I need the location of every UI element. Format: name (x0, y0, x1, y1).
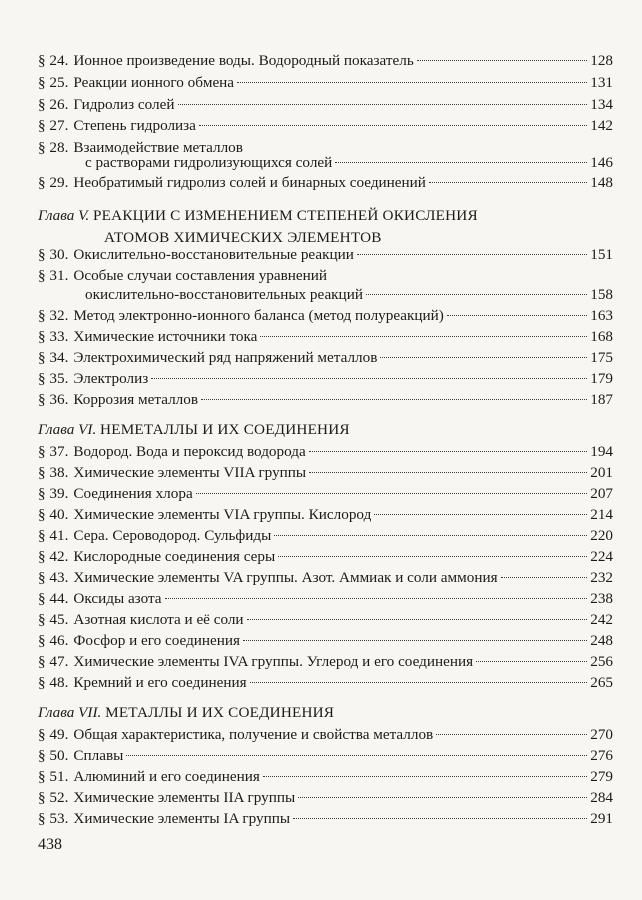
leader-dots (429, 182, 587, 183)
chapter-title: РЕАКЦИИ С ИЗМЕНЕНИЕМ СТЕПЕНЕЙ ОКИСЛЕНИЯ (93, 207, 478, 224)
section-title: Окислительно-восстановительные реакции (73, 246, 354, 263)
section-title: Необратимый гидролиз солей и бинарных соединений (73, 174, 426, 191)
section-title: Химические элементы VA группы. Азот. Аммиак и соли аммония (73, 569, 498, 586)
section-title: Химические элементы IA группы (73, 810, 291, 827)
section-number: § 50. (38, 747, 69, 764)
toc-entry (38, 745, 613, 766)
section-title: Алюминий и его соединения (73, 768, 260, 785)
chapter-label: Глава VI. (38, 421, 97, 438)
section-number: § 36. (38, 391, 69, 408)
section-number: § 51. (38, 768, 69, 785)
section-number: § 37. (38, 443, 69, 460)
page-number: 148 (590, 174, 613, 191)
toc-entry (38, 525, 613, 546)
toc-entry-line2 (85, 284, 613, 305)
leader-dots (263, 776, 587, 777)
section-number: § 34. (38, 349, 69, 366)
toc-entry (38, 504, 613, 525)
leader-dots (374, 514, 587, 515)
leader-dots (237, 82, 587, 83)
toc-entry (38, 326, 613, 347)
section-title: Оксиды азота (73, 590, 162, 607)
section-title: Химические источники тока (73, 328, 258, 345)
leader-dots (260, 336, 587, 337)
section-title: Химические элементы VIA группы. Кислород (73, 506, 372, 523)
toc-entry (38, 609, 613, 630)
leader-dots (278, 556, 587, 557)
section-title: Водород. Вода и пероксид водорода (73, 443, 306, 460)
section-title: Сплавы (73, 747, 124, 764)
section-title: Кремний и его соединения (73, 674, 247, 691)
leader-dots (298, 797, 587, 798)
section-title: Азотная кислота и её соли (73, 611, 244, 628)
leader-dots (417, 60, 587, 61)
leader-dots (151, 378, 587, 379)
toc-entry (38, 305, 613, 326)
page-number: 224 (590, 548, 613, 565)
page-number: 276 (590, 747, 613, 764)
section-title: Взаимодействие металлов (73, 139, 243, 156)
section-number: § 45. (38, 611, 69, 628)
section-number: § 32. (38, 307, 69, 324)
leader-dots (357, 254, 587, 255)
toc-entry (38, 766, 613, 787)
section-number: § 40. (38, 506, 69, 523)
section-number: § 28. (38, 139, 69, 156)
toc-entry (38, 94, 613, 115)
leader-dots (178, 104, 588, 105)
toc-entry (38, 651, 613, 672)
page-number: 238 (590, 590, 613, 607)
section-title: Степень гидролиза (73, 117, 196, 134)
page-number: 220 (590, 527, 613, 544)
section-number: § 25. (38, 74, 69, 91)
section-number: § 52. (38, 789, 69, 806)
page-number: 232 (590, 569, 613, 586)
section-title: Химические элементы IVA группы. Углерод и его соединения (73, 653, 474, 670)
leader-dots (447, 315, 587, 316)
leader-dots (335, 162, 587, 163)
section-title: Общая характеристика, получение и свойства металлов (73, 726, 434, 743)
section-title: Гидролиз солей (73, 96, 175, 113)
toc-entry (38, 462, 613, 483)
toc-entry (38, 787, 613, 808)
section-number: § 38. (38, 464, 69, 481)
leader-dots (126, 755, 587, 756)
section-number: § 48. (38, 674, 69, 691)
page-number: 279 (590, 768, 613, 785)
leader-dots (293, 818, 587, 819)
section-title: Метод электронно-ионного баланса (метод полуреакций) (73, 307, 444, 324)
toc-entry (38, 115, 613, 136)
section-number: § 26. (38, 96, 69, 113)
section-title: Химические элементы VIIA группы (73, 464, 307, 481)
section-number: § 33. (38, 328, 69, 345)
leader-dots (247, 619, 588, 620)
section-title: Соединения хлора (73, 485, 193, 502)
page-number: 134 (590, 96, 613, 113)
section-number: § 39. (38, 485, 69, 502)
page-number: 256 (590, 653, 613, 670)
page-number: 248 (590, 632, 613, 649)
chapter-title: НЕМЕТАЛЛЫ И ИХ СОЕДИНЕНИЯ (100, 421, 350, 438)
chapter-label: Глава VII. (38, 704, 102, 721)
page-number: 291 (590, 810, 613, 827)
toc-entry (38, 546, 613, 567)
page-number: 128 (590, 52, 613, 69)
section-number: § 42. (38, 548, 69, 565)
toc-entry (38, 244, 613, 265)
chapter-title-continued: АТОМОВ ХИМИЧЕСКИХ ЭЛЕМЕНТОВ (104, 229, 382, 246)
section-title: Реакции ионного обмена (73, 74, 235, 91)
toc-entry-line2 (85, 152, 613, 173)
toc-entry (38, 630, 613, 651)
leader-dots (274, 535, 587, 536)
section-number: § 35. (38, 370, 69, 387)
page-number: 214 (590, 506, 613, 523)
chapter-heading (38, 419, 613, 441)
section-number: § 44. (38, 590, 69, 607)
toc-entry (38, 50, 613, 71)
page-number: 168 (590, 328, 613, 345)
section-number: § 43. (38, 569, 69, 586)
page-number: 175 (590, 349, 613, 366)
leader-dots (366, 294, 587, 295)
section-number: § 46. (38, 632, 69, 649)
leader-dots (501, 577, 588, 578)
section-title: Фосфор и его соединения (73, 632, 241, 649)
chapter-heading (38, 702, 613, 724)
page-number: 179 (590, 370, 613, 387)
page-number: 146 (590, 154, 613, 171)
page-number: 131 (590, 74, 613, 91)
page-number: 187 (590, 391, 613, 408)
page-number: 163 (590, 307, 613, 324)
section-number: § 24. (38, 52, 69, 69)
leader-dots (196, 493, 588, 494)
page-number: 194 (590, 443, 613, 460)
page-number: 242 (590, 611, 613, 628)
section-title-continued: с растворами гидролизующихся солей (85, 154, 333, 171)
toc-entry (38, 347, 613, 368)
section-number: § 30. (38, 246, 69, 263)
toc-entry (38, 483, 613, 504)
toc-entry (38, 72, 613, 93)
chapter-heading (38, 205, 613, 249)
section-number: § 53. (38, 810, 69, 827)
page-number: 158 (590, 286, 613, 303)
leader-dots (201, 399, 587, 400)
leader-dots (199, 125, 587, 126)
page-number: 284 (590, 789, 613, 806)
leader-dots (243, 640, 587, 641)
leader-dots (250, 682, 588, 683)
page-number: 207 (590, 485, 613, 502)
section-title-continued: окислительно-восстановительных реакций (85, 286, 363, 303)
toc-entry (38, 588, 613, 609)
section-title: Коррозия металлов (73, 391, 199, 408)
page-number: 151 (590, 246, 613, 263)
section-number: § 31. (38, 267, 69, 284)
page-folio-number: 438 (38, 836, 62, 853)
chapter-label: Глава V. (38, 207, 90, 224)
section-title: Ионное произведение воды. Водородный показатель (73, 52, 414, 69)
toc-entry-line1 (38, 265, 613, 286)
section-title: Электрохимический ряд напряжений металлов (73, 349, 378, 366)
section-number: § 29. (38, 174, 69, 191)
toc-entry (38, 724, 613, 745)
leader-dots (309, 472, 587, 473)
section-title: Особые случаи составления уравнений (73, 267, 328, 284)
section-title: Химические элементы IIA группы (73, 789, 296, 806)
toc-entry (38, 567, 613, 588)
section-number: § 27. (38, 117, 69, 134)
section-title: Кислородные соединения серы (73, 548, 276, 565)
chapter-title: МЕТАЛЛЫ И ИХ СОЕДИНЕНИЯ (105, 704, 335, 721)
page-number: 201 (590, 464, 613, 481)
leader-dots (309, 451, 587, 452)
section-title: Электролиз (73, 370, 149, 387)
leader-dots (436, 734, 587, 735)
leader-dots (165, 598, 588, 599)
section-title: Сера. Сероводород. Сульфиды (73, 527, 272, 544)
page-number: 270 (590, 726, 613, 743)
toc-entry (38, 441, 613, 462)
toc-entry (38, 368, 613, 389)
section-number: § 41. (38, 527, 69, 544)
toc-entry (38, 808, 613, 829)
toc-entry (38, 389, 613, 410)
toc-entry (38, 172, 613, 193)
page-number: 265 (590, 674, 613, 691)
leader-dots (476, 661, 587, 662)
toc-entry (38, 672, 613, 693)
leader-dots (380, 357, 587, 358)
page-number: 142 (590, 117, 613, 134)
section-number: § 47. (38, 653, 69, 670)
section-number: § 49. (38, 726, 69, 743)
